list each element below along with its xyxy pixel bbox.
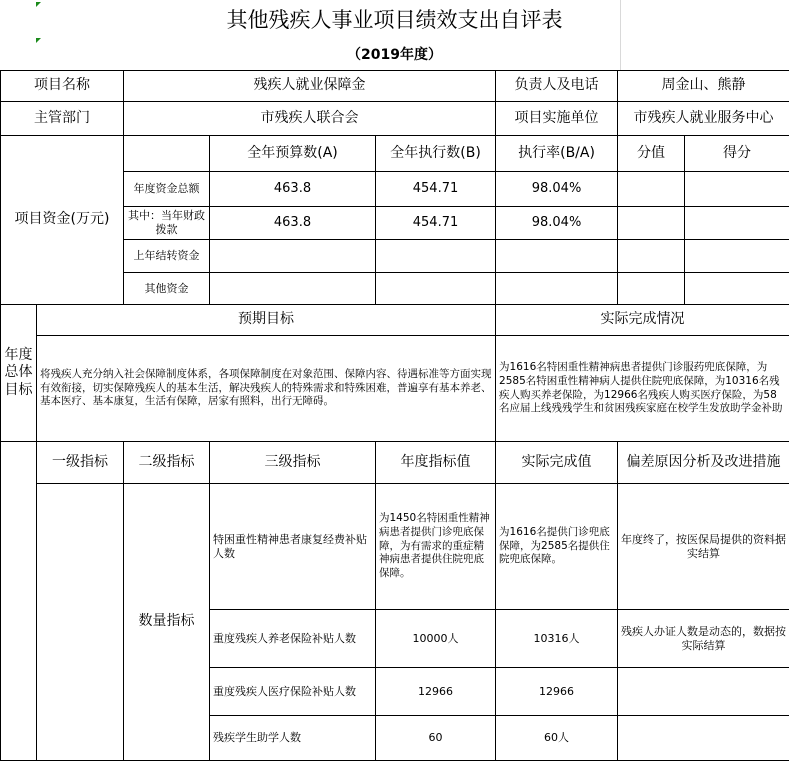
col-rate-header: 执行率(B/A) bbox=[496, 136, 618, 172]
indicator-reason[interactable] bbox=[618, 668, 789, 716]
funds-row-label: 其他资金 bbox=[124, 273, 210, 305]
dept-label: 主管部门 bbox=[1, 102, 124, 136]
funds-weight[interactable] bbox=[618, 207, 685, 240]
indicator-target[interactable]: 60 bbox=[376, 716, 496, 761]
indicator-target[interactable]: 12966 bbox=[376, 668, 496, 716]
funds-weight[interactable] bbox=[618, 240, 685, 273]
contact-value[interactable]: 周金山、熊静 bbox=[618, 71, 789, 102]
indicator-actual[interactable]: 60人 bbox=[496, 716, 618, 761]
funds-header-blank bbox=[124, 136, 210, 172]
funds-rate[interactable] bbox=[496, 273, 618, 305]
col-level2-header: 二级指标 bbox=[124, 442, 210, 484]
dept-value[interactable]: 市残疾人联合会 bbox=[124, 102, 496, 136]
actual-status-header: 实际完成情况 bbox=[496, 305, 789, 336]
col-score-header: 得分 bbox=[685, 136, 789, 172]
indicator-actual[interactable]: 12966 bbox=[496, 668, 618, 716]
funds-rate[interactable]: 98.04% bbox=[496, 172, 618, 207]
indicator-target[interactable]: 为1450名特困重性精神病患者提供门诊兜底保障，为有需求的重症精神病患者提供住院兜底保障。 bbox=[376, 484, 496, 610]
indicator-name: 重度残疾人养老保险补贴人数 bbox=[210, 610, 376, 668]
impl-unit-label: 项目实施单位 bbox=[496, 102, 618, 136]
indicator-name: 残疾学生助学人数 bbox=[210, 716, 376, 761]
performance-table bbox=[0, 70, 789, 761]
indicator-reason[interactable]: 年度终了，按医保局提供的资料据实结算 bbox=[618, 484, 789, 610]
col-level1-header: 一级指标 bbox=[37, 442, 124, 484]
funds-score[interactable] bbox=[685, 273, 789, 305]
funds-weight[interactable] bbox=[618, 273, 685, 305]
indicator-target[interactable]: 10000人 bbox=[376, 610, 496, 668]
indicators-left-blank bbox=[1, 442, 37, 761]
indicator-name: 重度残疾人医疗保险补贴人数 bbox=[210, 668, 376, 716]
goals-section-label: 年度总体目标 bbox=[1, 305, 37, 442]
expected-goal-header: 预期目标 bbox=[37, 305, 496, 336]
col-reason-header: 偏差原因分析及改进措施 bbox=[618, 442, 789, 484]
funds-exec[interactable]: 454.71 bbox=[376, 172, 496, 207]
year-subtitle: （2019年度） bbox=[347, 47, 442, 63]
funds-score[interactable] bbox=[685, 207, 789, 240]
funds-row-label: 上年结转资金 bbox=[124, 240, 210, 273]
funds-rate[interactable]: 98.04% bbox=[496, 207, 618, 240]
funds-score[interactable] bbox=[685, 240, 789, 273]
col-actual-header: 实际完成值 bbox=[496, 442, 618, 484]
funds-rate[interactable] bbox=[496, 240, 618, 273]
funds-exec[interactable]: 454.71 bbox=[376, 207, 496, 240]
funds-budget[interactable]: 463.8 bbox=[210, 172, 376, 207]
expected-goal-text[interactable]: 将残疾人充分纳入社会保障制度体系，各项保障制度在对象范围、保障内容、待遇标准等方面实现有效衔接，切实保障残疾人的基本生活，解决残疾人的特殊需求和特殊困难，普遍享有基本养老、基本医疗、基本康复，生活有保障，居家有照料，出行无障碍。 bbox=[37, 336, 496, 442]
cell-comment-marker-icon bbox=[36, 38, 41, 43]
col-target-header: 年度指标值 bbox=[376, 442, 496, 484]
col-level3-header: 三级指标 bbox=[210, 442, 376, 484]
project-name-value[interactable]: 残疾人就业保障金 bbox=[124, 71, 496, 102]
indicator-row bbox=[1, 484, 789, 610]
page-title: 其他残疾人事业项目绩效支出自评表 bbox=[226, 8, 563, 32]
indicator-reason[interactable] bbox=[618, 716, 789, 761]
cell-comment-marker-icon bbox=[36, 2, 41, 7]
funds-budget[interactable]: 463.8 bbox=[210, 207, 376, 240]
funds-score[interactable] bbox=[685, 172, 789, 207]
level1-blank bbox=[37, 484, 124, 761]
indicator-reason[interactable]: 残疾人办证人数是动态的，数据按实际结算 bbox=[618, 610, 789, 668]
funds-budget[interactable] bbox=[210, 273, 376, 305]
funds-weight[interactable] bbox=[618, 172, 685, 207]
col-weight-header: 分值 bbox=[618, 136, 685, 172]
quantity-indicator-label: 数量指标 bbox=[124, 484, 210, 761]
funds-exec[interactable] bbox=[376, 240, 496, 273]
funds-exec[interactable] bbox=[376, 273, 496, 305]
indicator-name: 特困重性精神患者康复经费补贴人数 bbox=[210, 484, 376, 610]
funds-row-label: 年度资金总额 bbox=[124, 172, 210, 207]
contact-label: 负责人及电话 bbox=[496, 71, 618, 102]
project-name-label: 项目名称 bbox=[1, 71, 124, 102]
funds-row-label: 其中：当年财政拨款 bbox=[124, 207, 210, 240]
funds-section-label: 项目资金(万元) bbox=[1, 136, 124, 305]
impl-unit-value[interactable]: 市残疾人就业服务中心 bbox=[618, 102, 789, 136]
col-exec-header: 全年执行数(B) bbox=[376, 136, 496, 172]
indicator-actual[interactable]: 10316人 bbox=[496, 610, 618, 668]
actual-status-text[interactable]: 为1616名特困重性精神病患者提供门诊服药兜底保障，为2585名特困重性精神病人提供住院兜底保障，为10316名残疾人购买养老保险，为12966名残疾人购买医疗保险，为58名应届上线残残学生和贫困残疾家庭在校学生发放助学金补助 bbox=[496, 336, 789, 442]
col-budget-header: 全年预算数(A) bbox=[210, 136, 376, 172]
indicator-actual[interactable]: 为1616名提供门诊兜底保障，为2585名提供住院兜底保障。 bbox=[496, 484, 618, 610]
funds-budget[interactable] bbox=[210, 240, 376, 273]
